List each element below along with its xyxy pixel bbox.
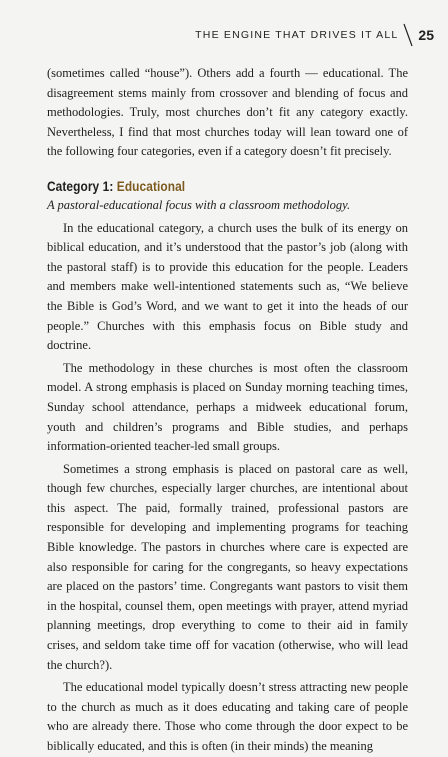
category-heading [47, 177, 354, 196]
paragraph: In the educational category, a church uses the bulk of its energy on biblical education, and it’s understood that the pastor’s job (along with the pastoral staff) is to provide this education for the people. Leaders and members make well-intentioned statements such as, “We believe the Bible is God’s Word, and we want to get it into the heads of our people.” Churches with this emphasis focus on Bible study and doctrine. [47, 220, 408, 353]
category-name: Educational [116, 177, 186, 194]
running-head-title: THE ENGINE THAT DRIVES IT ALL [195, 29, 399, 41]
page-number: 25 [418, 27, 434, 43]
running-head [195, 22, 434, 48]
body-text [47, 64, 408, 757]
paragraph: Sometimes a strong emphasis is placed on pastoral care as well, though few churches, especially larger churches, are intentional about this aspect. The paid, formally trained, professional pastors are responsible for developing and implementing programs for teaching Bible knowledge. The pastors in churches where care is expected are also responsible for caring for the congregants, so heavy expectations are placed on the pastors’ time. Congregants want pastors to visit them in the hospital, counsel them, open meetings with prayer, attend myriad planning meetings, drop everything to come to their aid in family crises, and seldom take time off for vacation (otherwise, who will lead the church?). [47, 461, 408, 672]
paragraph-continuation: (sometimes called “house”). Others add a fourth — educational. The disagreement stems mainly from crossover and blending of focus and methodologies. Truly, most churches don’t fit any category exactly. Nevertheless, I find that most churches today will lean toward one of the following four categories, even if a category doesn’t fit precisely. [47, 66, 408, 159]
backslash-divider-icon [401, 22, 415, 48]
paragraph: The educational model typically doesn’t stress attracting new people to the church as much as it does educating and taking care of people who are already there. Those who come through the door expect to be biblically educated, and this is often (in their minds) the meaning [47, 680, 408, 753]
category-subtitle: A pastoral-educational focus with a classroom methodology. [47, 197, 351, 212]
category-label: Category 1: [47, 177, 114, 194]
paragraph: The methodology in these churches is most often the classroom model. A strong emphasis is placed on Sunday morning teaching times, Sunday school attendance, perhaps a midweek educational forum, youth and children’s programs and Bible studies, and perhaps information-oriented teacher-led small groups. [47, 360, 408, 454]
